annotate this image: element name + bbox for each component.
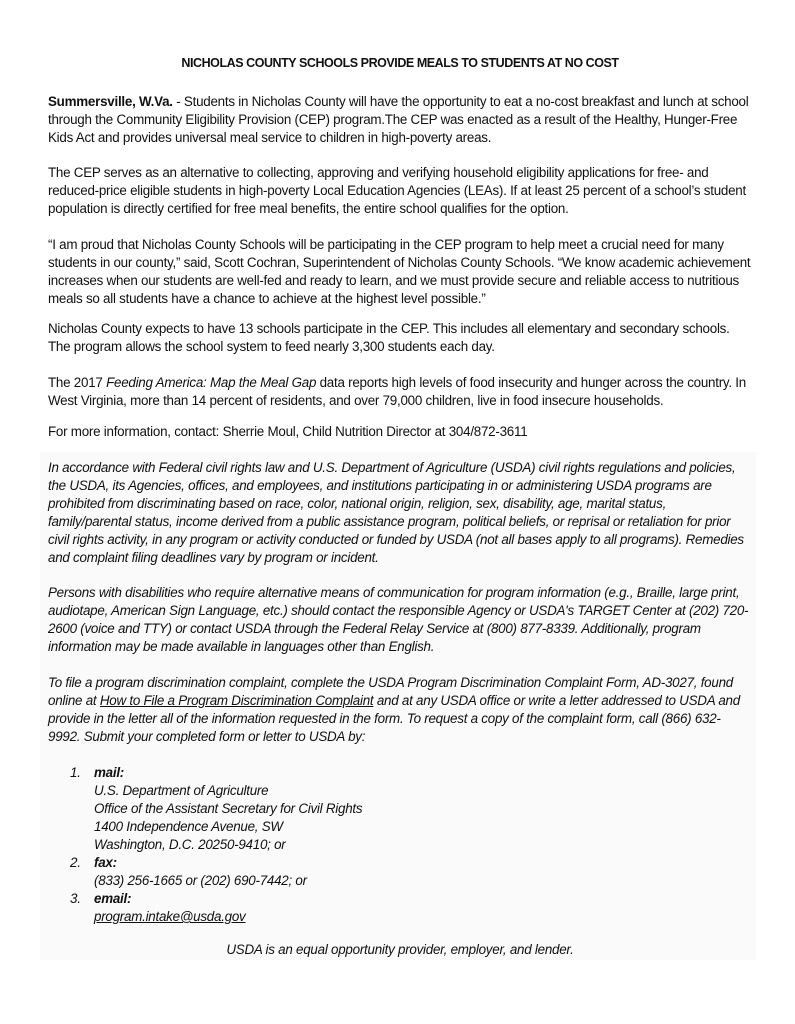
mail-line: U.S. Department of Agriculture [94,783,269,798]
intro-text: - Students in Nicholas County will have the opportunity to eat a no-cost breakfast and lunch at school through the Community Eligibility Provision (CEP) program.The CEP was enacted as a result of the Healthy, Hunger-Free Kids Act and provides universal meal service to children in high-poverty areas. [48,94,749,145]
fax-numbers: (833) 256-1665 or (202) 690-7442; or [94,873,307,888]
schools-text: Nicholas County expects to have 13 schools participate in the CEP. This includes all elementary and secondary schools. The program allows the school system to feed nearly 3,300 students each day. [48,321,730,354]
contact-text: For more information, contact: Sherrie Moul, Child Nutrition Director at 304/872-3611 [48,424,528,439]
page-title: NICHOLAS COUNTY SCHOOLS PROVIDE MEALS TO STUDENTS AT NO COST [181,56,619,70]
mail-line: Office of the Assistant Secretary for Civil Rights [94,801,363,816]
paragraph-schools [48,320,752,356]
complaint-form-link[interactable]: How to File a Program Discrimination Complaint [99,693,374,708]
email-link[interactable]: program.intake@usda.gov [94,909,246,924]
fax-label: fax: [94,855,117,870]
list-item-fax [48,854,752,890]
mail-line: 1400 Independence Avenue, SW [94,819,283,834]
nondiscrimination-text: In accordance with Federal civil rights law and U.S. Department of Agriculture (USDA) civil rights regulations and policies, the USDA, its Agencies, offices, and employees, and institutions participating in or administering USDA programs are prohibited from discriminating based on race, color, national origin, religion, sex, disability, age, marital status, family/parental status, income derived from a public assistance program, political beliefs, or reprisal or retaliation for prior civil rights activity, in any program or activity conducted or funded by USDA (not all bases apply to all programs). Remedies and complaint filing deadlines vary by program or incident. [48,460,744,565]
accessibility-text: Persons with disabilities who require alternative means of communication for program information (e.g., Braille, large print, audiotape, American Sign Language, etc.) should contact the responsible Agency or USDA's TARGET Center at (202) 720-2600 (voice and TTY) or contact USDA through the Federal Relay Service at (800) 877-8339. Additionally, program information may be made available in languages other than English. [48,585,749,654]
complaint-pre: To file a program discrimination complaint, complete the USDA Program Discrimination Complaint Form, AD-3027, found online at [48,675,733,708]
feeding-pre: The 2017 [48,375,107,390]
complaint-post: and at any USDA office or write a letter addressed to USDA and provide in the letter all of the information requested in the form. To request a copy of the complaint form, call (866) 632-9992. Submit your completed form or letter to USDA by: [48,693,740,744]
paragraph-quote [48,236,752,308]
mail-line: Washington, D.C. 20250-9410; or [94,837,286,852]
list-number: 3. [70,891,81,906]
list-number: 1. [70,765,81,780]
nondiscrimination-statement [48,459,752,567]
equal-opportunity-statement: USDA is an equal opportunity provider, employer, and lender. [226,942,574,957]
complaint-instructions [48,674,752,746]
list-item-email [48,890,752,926]
accessibility-statement [48,584,752,656]
paragraph-feeding-america [48,374,752,410]
paragraph-contact [48,423,752,441]
list-number: 2. [70,855,81,870]
paragraph-cep-alternative [48,164,752,218]
superintendent-quote: “I am proud that Nicholas County Schools will be participating in the CEP program to help meet a crucial need for many students in our county,” said, Scott Cochran, Superintendent of Nicholas County Schools. “We know academic achievement increases when our students are well-fed and ready to learn, and we must provide secure and reliable access to nutritious meals so all students have a chance to achieve at the highest level possible.” [48,237,751,306]
mail-label: mail: [94,765,125,780]
report-title: Feeding America: Map the Meal Gap [106,375,317,390]
email-label: email: [94,891,132,906]
feeding-post: data reports high levels of food insecurity and hunger across the country. In West Virginia, more than 14 percent of residents, and over 79,000 children, live in food insecure households. [48,375,746,408]
paragraph-intro [48,93,752,147]
list-item-mail [48,764,752,854]
dateline: Summersville, W.Va. [48,94,173,109]
submission-list [48,764,752,926]
cep-alternative-text: The CEP serves as an alternative to collecting, approving and verifying household eligibility applications for free- and reduced-price eligible students in high-poverty Local Education Agencies (LEAs). If at least 25 percent of a school’s student population is directly certified for free meal benefits, the entire school qualifies for the option. [48,165,746,216]
